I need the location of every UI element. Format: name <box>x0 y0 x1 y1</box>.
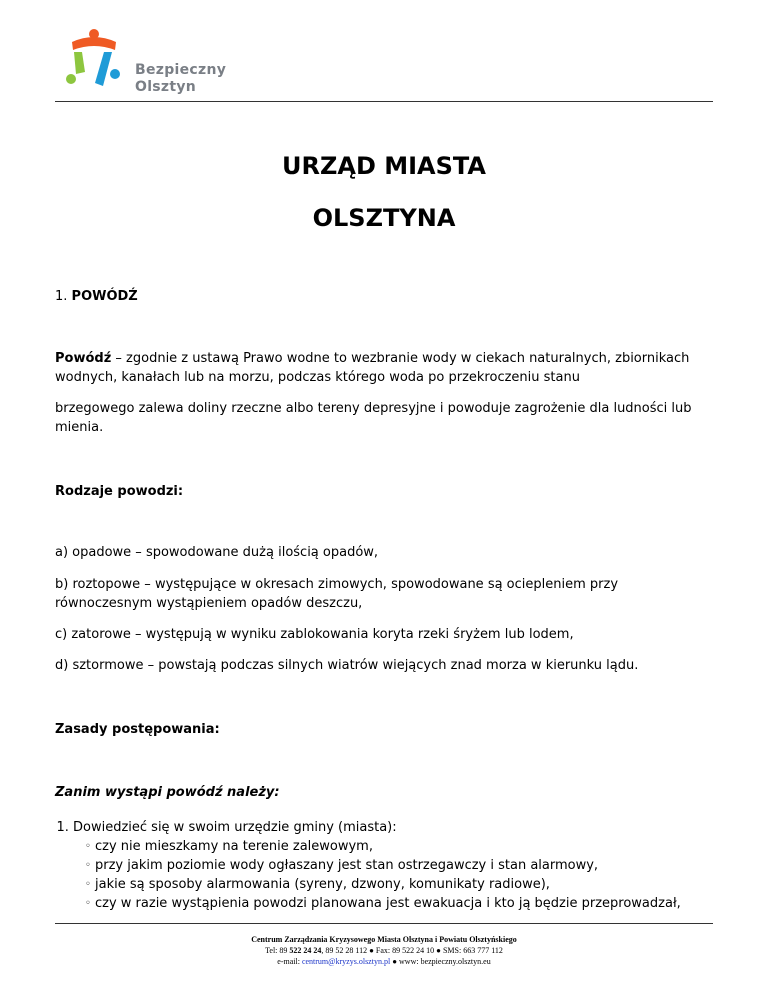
definition-paragraph-2: brzegowego zalewa doliny rzeczne albo tereny depresyjne i powoduje zagrożenie dla ludności lub mienia. <box>55 401 692 435</box>
type-item-a: a) opadowe – spowodowane dużą ilością opadów, <box>55 545 379 560</box>
rules-subheading: Zanim wystąpi powódź należy: <box>55 785 280 800</box>
type-item-c: c) zatorowe – występują w wyniku zablokowania koryta rzeki śryżem lub lodem, <box>55 627 574 642</box>
footer-email-www: e-mail: centrum@kryzys.olsztyn.pl ● www: bezpieczny.olsztyn.eu <box>277 957 491 966</box>
sub-item: ◦ przy jakim poziomie wody ogłaszany jest stan ostrzegawczy i stan alarmowy, <box>85 856 715 875</box>
step-item: 1. Dowiedzieć się w swoim urzędzie gminy (miasta): ◦ czy nie mieszkamy na terenie zalewowym, ◦ przy jakim poziomie wody ogłaszany jest stan ostrzegawczy i stan alarmowy, ◦ jakie są sposoby alarmowania (syreny, dzwony, komunikaty radiowe), ◦ czy w razie wystąpienia powodzi planowana jest ewakuacja i kto ją będzie przeprowadzał, <box>73 818 715 913</box>
types-heading: Rodzaje powodzi: <box>55 484 184 499</box>
sub-item: ◦ jakie są sposoby alarmowania (syreny, dzwony, komunikaty radiowe), <box>85 875 715 894</box>
sub-item: ◦ czy w razie wystąpienia powodzi planowana jest ewakuacja i kto ją będzie przeprowadzał, <box>85 894 715 913</box>
title-line-1: URZĄD MIASTA <box>282 152 486 180</box>
type-item-b: b) roztopowe – występujące w okresach zimowych, spowodowane są ociepleniem przy równoczesnym wystąpieniem opadów deszczu, <box>55 577 619 611</box>
page-header <box>55 28 713 102</box>
rules-list <box>55 818 715 913</box>
footer-contact: Tel: 89 522 24 24, 89 52 28 112 ● Fax: 89 522 24 10 ● SMS: 663 777 112 <box>265 946 503 955</box>
section-heading: 1. POWÓDŹ <box>55 289 138 304</box>
definition-paragraph-1: Powódź – zgodnie z ustawą Prawo wodne to wezbranie wody w ciekach naturalnych, zbiornikach wodnych, kanałach lub na morzu, podczas którego woda po przekroczeniu stanu <box>55 351 690 385</box>
definition-term: Powódź <box>55 351 112 366</box>
rules-heading: Zasady postępowania: <box>55 722 220 737</box>
title-line-2: OLSZTYNA <box>312 204 456 232</box>
type-item-d: d) sztormowe – powstają podczas silnych wiatrów wiejących znad morza w kierunku lądu. <box>55 658 639 673</box>
sub-item: ◦ czy nie mieszkamy na terenie zalewowym, <box>85 837 715 856</box>
brand-name: Bezpieczny Olsztyn <box>135 62 227 95</box>
page-footer <box>55 923 713 967</box>
email-link[interactable]: centrum@kryzys.olsztyn.pl <box>301 957 391 966</box>
footer-org: Centrum Zarządzania Kryzysowego Miasta Olsztyna i Powiatu Olsztyńskiego <box>251 935 517 944</box>
bezpieczny-olsztyn-logo-icon <box>63 28 123 92</box>
